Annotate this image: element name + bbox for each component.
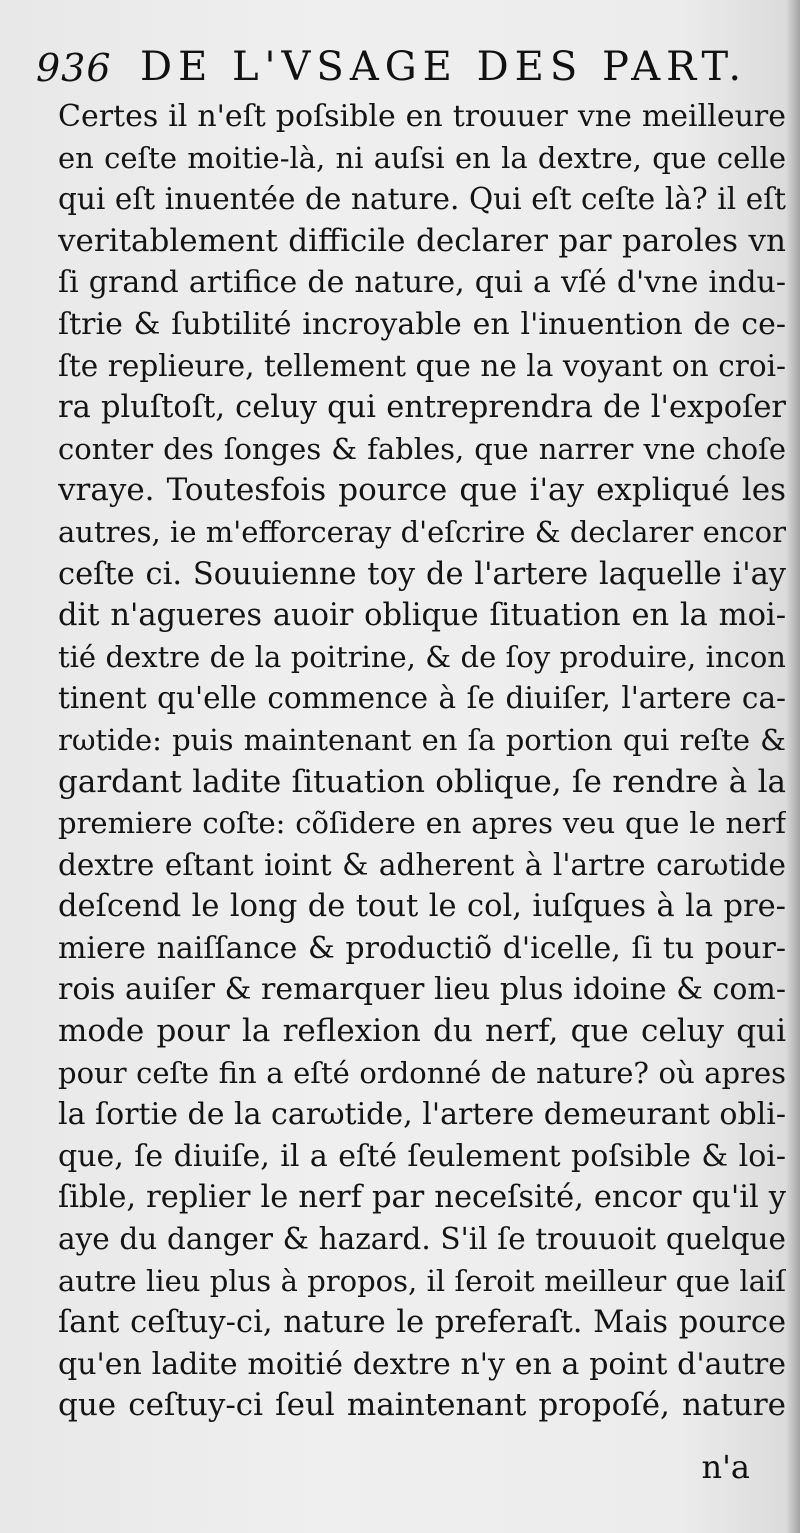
text-line: conter des ſonges & fables, que narrer vne choſe [58,431,786,466]
text-line: ſi grand artifice de nature, qui a vſé d'vne indu- [58,265,786,301]
text-line: ſtrie & ſubtilité incroyable en l'inuention de ce- [58,306,786,342]
text-line: ſible, replier le nerf par neceſsité, encor qu'il y [58,1180,786,1216]
catchword: n'a [701,1448,750,1486]
text-line: mode pour la reflexion du nerf, que celuy qui [58,1013,786,1050]
text-line: Certes il n'eſt poſsible en trouuer vne meilleure [58,99,786,134]
text-line: miere naiſſance & productiõ d'icelle, ſi tu pour- [58,930,786,966]
text-line: que ceſtuy-ci ſeul maintenant propoſé, nature [58,1387,786,1424]
text-line: aye du danger & hazard. S'il ſe trouuoit quelque [58,1222,786,1257]
page-number: 936 [36,46,112,90]
text-line: premiere coſte: cõſidere en apres veu que le nerf [58,806,786,841]
text-line: dextre eſtant ioint & adherent à l'artre carωtide [58,847,786,882]
text-line: veritablement difficile declarer par paroles vn [58,222,786,259]
text-line: ſte replieure, tellement que ne la voyant on croi- [58,348,786,383]
text-line: rois auiſer & remarquer lieu plus idoine & com- [58,972,786,1008]
text-line: ceſte ci. Souuienne toy de l'artere laquelle i'ay [58,556,786,592]
text-line: tinent qu'elle commence à ſe diuiſer, l'artere ca- [58,681,786,716]
text-line: que, ſe diuiſe, il a eſté ſeulement poſsible & loi- [58,1138,786,1174]
text-line: deſcend le long de tout le col, iuſques à la pre- [58,889,786,925]
text-line: la ſortie de la carωtide, l'artere demeurant obli- [58,1097,786,1133]
text-line: en ceſte moitie-là, ni auſsi en la dextre, que celle [58,140,786,175]
text-line: pour ceſte fin a eſté ordonné de nature? où apres [58,1055,786,1090]
text-line: gardant ladite ſituation oblique, ſe rendre à la [58,763,786,800]
text-line: ſant ceſtuy-ci, nature le preferaſt. Mais pource [58,1305,786,1341]
body-text [58,96,786,1427]
text-line: vraye. Toutesfois pource que i'ay expliqué les [58,472,786,509]
page-edge-shadow [786,0,800,1533]
running-head: DE L'VSAGE DES PART. [140,44,748,90]
text-line: dit n'agueres auoir oblique ſituation en la moi- [58,598,786,634]
text-line: rωtide: puis maintenant en ſa portion qui reſte & [58,722,786,757]
text-line: qu'en ladite moitié dextre n'y en a point d'autre [58,1346,786,1382]
text-line: autre lieu plus à propos, il ſeroit meilleur que laiſ [58,1263,786,1298]
text-line: ra pluſtoſt, celuy qui entreprendra de l'expoſer [58,390,786,426]
page-header [36,40,756,96]
text-line: tié dextre de la poitrine, & de ſoy produire, incon [58,639,786,674]
text-line: autres, ie m'efforceray d'eſcrire & declarer encor [58,514,786,549]
text-line: qui eſt inuentée de nature. Qui eſt ceſte là? il eſt [58,182,786,217]
